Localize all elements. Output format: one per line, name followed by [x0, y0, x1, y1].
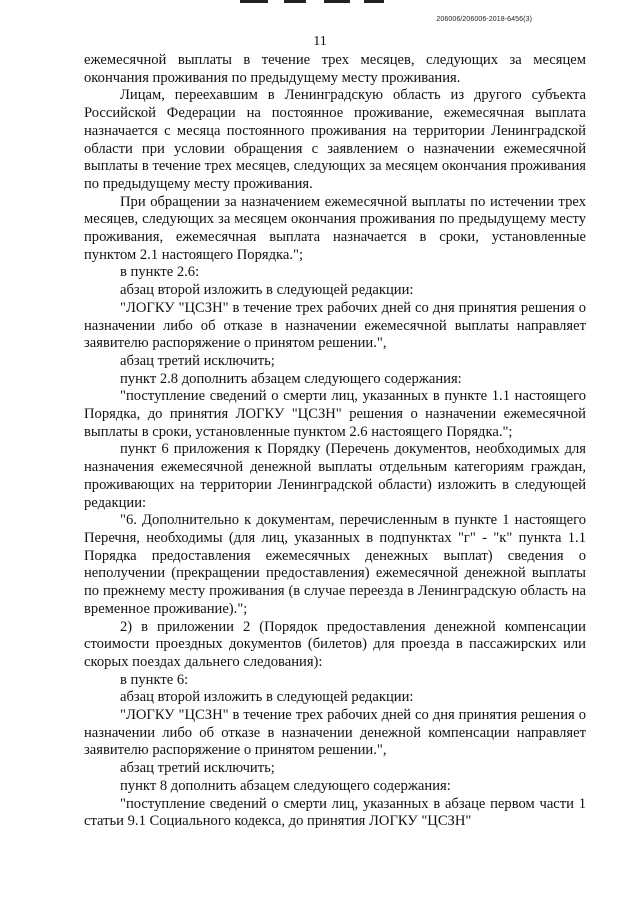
paragraph: "поступление сведений о смерти лиц, указанных в пункте 1.1 настоящего Порядка, до принятия ЛОГКУ "ЦСЗН" решения о назначении ежемесячной выплаты в сроки, установленные пунктом 2.6 настоящего Порядка."; [84, 388, 586, 440]
paragraph: "поступление сведений о смерти лиц, указанных в абзаце первом части 1 статьи 9.1 Социального кодекса, до принятия ЛОГКУ "ЦСЗН" [84, 795, 586, 830]
paragraph: абзац третий исключить; [120, 760, 275, 777]
document-code: 206006/206006-2018-6456(3) [436, 16, 532, 23]
document-body [84, 52, 586, 831]
scan-artifact-marks [240, 0, 390, 6]
page-number: 11 [313, 34, 327, 49]
paragraph: 2) в приложении 2 (Порядок предоставления денежной компенсации стоимости проездных документов (билетов) для проезда в пассажирских или скорых поездах дальнего следования): [84, 618, 586, 670]
paragraph: пункт 2.8 дополнить абзацем следующего содержания: [120, 370, 462, 387]
paragraph: "6. Дополнительно к документам, перечисленным в пункте 1 настоящего Перечня, необходимы (для лиц, указанных в подпунктах "г" - "к" пункта 1.1 Порядка предоставления ежемесячных денежных выплат) сведения о неполучении (прекращении предоставления) ежемесячной денежной выплаты по прежнему месту проживания (в случае переезда в Ленинградскую область на временное проживание)."; [84, 512, 586, 617]
paragraph: абзац второй изложить в следующей редакции: [120, 689, 414, 706]
paragraph: Лицам, переехавшим в Ленинградскую область из другого субъекта Российской Федерации на постоянное проживание, ежемесячная выплата назначается с месяца постоянного проживания на территории Ленинградской области при условии обращения с заявлением о назначении ежемесячной выплаты в течение трех месяцев, следующих за месяцем окончания проживания по предыдущему месту проживания. [84, 87, 586, 192]
paragraph: "ЛОГКУ "ЦСЗН" в течение трех рабочих дней со дня принятия решения о назначении либо об отказе в назначении ежемесячной выплаты направляет заявителю распоряжение о принятом решении.", [84, 299, 586, 352]
paragraph: в пункте 2.6: [120, 264, 200, 281]
paragraph: "ЛОГКУ "ЦСЗН" в течение трех рабочих дней со дня принятия решения о назначении либо об отказе в назначении денежной компенсации направляет заявителю распоряжение о принятом решении.", [84, 707, 586, 759]
paragraph: При обращении за назначением ежемесячной выплаты по истечении трех месяцев, следующих за месяцем окончания проживания по предыдущему месту проживания, ежемесячная выплата назначается в сроки, установленные пунктом 2.1 настоящего Порядка."; [84, 193, 586, 263]
paragraph: в пункте 6: [120, 671, 189, 688]
paragraph: пункт 8 дополнить абзацем следующего содержания: [120, 777, 451, 794]
paragraph: абзац второй изложить в следующей редакции: [120, 282, 414, 299]
paragraph: пункт 6 приложения к Порядку (Перечень документов, необходимых для назначения ежемесячной денежной выплаты отдельным категориям граждан, проживающих на территории Ленинградской области) изложить в следующей редакции: [84, 441, 586, 511]
paragraph: абзац третий исключить; [120, 352, 275, 369]
paragraph: ежемесячной выплаты в течение трех месяцев, следующих за месяцем окончания проживания по предыдущему месту проживания. [84, 52, 586, 86]
